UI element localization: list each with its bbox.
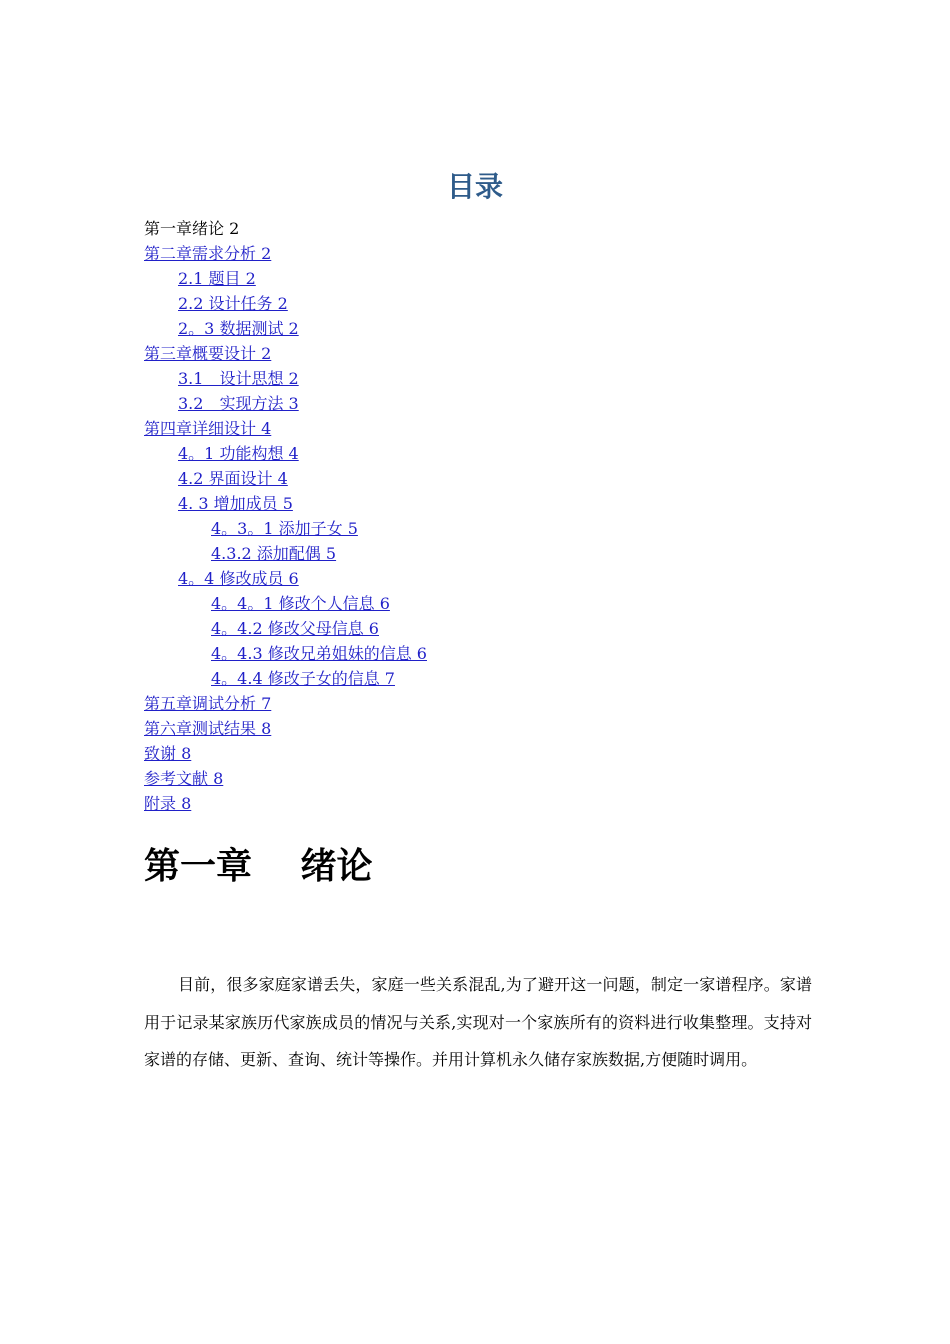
toc-text: 第一章绪论 2 [144, 219, 240, 238]
toc-item[interactable] [144, 741, 824, 766]
toc-item[interactable] [144, 241, 824, 266]
toc-link[interactable]: 4.3.2 添加配偶 5 [211, 544, 337, 563]
toc-title: 目录 [446, 170, 503, 203]
toc-item[interactable] [144, 266, 824, 291]
body-paragraph: 目前，很多家庭家谱丢失，家庭一些关系混乱,为了避开这一问题，制定一家谱程序。家谱用于记录某家族历代家族成员的情况与关系,实现对一个家族所有的资料进行收集整理。支持对家谱的存储、更新、查询、统计等操作。并用计算机永久储存家族数据,方便随时调用。 [144, 975, 812, 1069]
toc-link[interactable]: 2.2 设计任务 2 [178, 294, 288, 313]
toc-item[interactable] [144, 641, 824, 666]
toc-item[interactable] [144, 516, 824, 541]
toc-item[interactable] [144, 291, 824, 316]
toc-item[interactable] [144, 791, 824, 816]
toc-link[interactable]: 第四章详细设计 4 [144, 419, 272, 438]
toc-link[interactable]: 4。3。1 添加子女 5 [211, 519, 358, 538]
toc-link[interactable]: 4。1 功能构想 4 [178, 444, 299, 463]
toc-item [144, 216, 824, 241]
toc-item[interactable] [144, 441, 824, 466]
toc-item[interactable] [144, 391, 824, 416]
toc-link[interactable]: 第二章需求分析 2 [144, 244, 272, 263]
toc-item[interactable] [144, 566, 824, 591]
toc-link[interactable]: 4。4.3 修改兄弟姐妹的信息 6 [211, 644, 427, 663]
toc-link[interactable]: 4。4.4 修改子女的信息 7 [211, 669, 395, 688]
toc-link[interactable]: 附录 8 [144, 794, 192, 813]
toc-item[interactable] [144, 541, 824, 566]
toc-link[interactable]: 2。3 数据测试 2 [178, 319, 299, 338]
toc-link[interactable]: 4。4。1 修改个人信息 6 [211, 594, 390, 613]
toc-link[interactable]: 第三章概要设计 2 [144, 344, 272, 363]
toc-link[interactable]: 4.2 界面设计 4 [178, 469, 288, 488]
chapter-heading: 第一章 绪论 [144, 845, 373, 887]
toc-link[interactable]: 3.1 设计思想 2 [178, 369, 299, 388]
toc-item[interactable] [144, 691, 824, 716]
toc-item[interactable] [144, 591, 824, 616]
toc-item[interactable] [144, 416, 824, 441]
toc-link[interactable]: 参考文献 8 [144, 769, 224, 788]
toc-item[interactable] [144, 716, 824, 741]
toc-link[interactable]: 4。4 修改成员 6 [178, 569, 299, 588]
toc-link[interactable]: 2.1 题目 2 [178, 269, 256, 288]
toc-link[interactable]: 第五章调试分析 7 [144, 694, 272, 713]
toc-item[interactable] [144, 316, 824, 341]
table-of-contents [144, 216, 824, 816]
toc-item[interactable] [144, 666, 824, 691]
toc-link[interactable]: 致谢 8 [144, 744, 192, 763]
toc-item[interactable] [144, 616, 824, 641]
toc-item[interactable] [144, 466, 824, 491]
toc-link[interactable]: 4. 3 增加成员 5 [178, 494, 293, 513]
toc-item[interactable] [144, 366, 824, 391]
toc-item[interactable] [144, 491, 824, 516]
toc-link[interactable]: 3.2 实现方法 3 [178, 394, 299, 413]
toc-item[interactable] [144, 341, 824, 366]
toc-link[interactable]: 4。4.2 修改父母信息 6 [211, 619, 379, 638]
toc-item[interactable] [144, 766, 824, 791]
toc-link[interactable]: 第六章测试结果 8 [144, 719, 272, 738]
